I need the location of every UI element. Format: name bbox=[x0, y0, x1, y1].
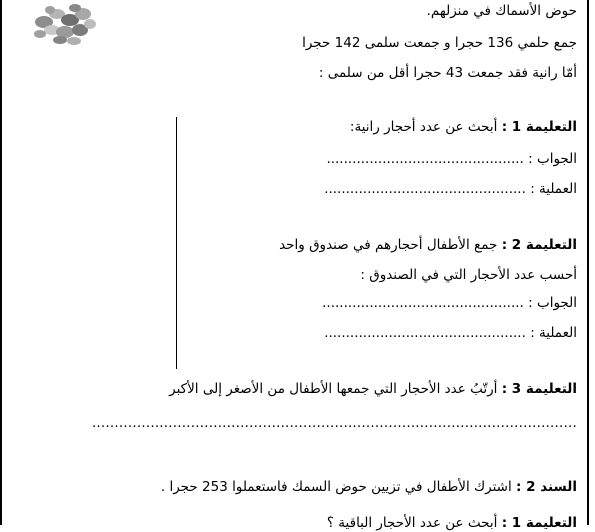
task1-label: التعليمة 1 : bbox=[501, 119, 577, 135]
task1-operation-line bbox=[324, 180, 577, 198]
task1-text: أبحث عن عدد أحجار رانية: bbox=[349, 119, 498, 135]
vertical-divider bbox=[176, 117, 177, 369]
task1-answer-line bbox=[326, 150, 577, 168]
sanad2-line bbox=[161, 478, 577, 496]
task1-answer-dots[interactable]: .............................................. bbox=[326, 151, 524, 167]
intro-line-1: حوض الأسماك في منزلهم. bbox=[426, 3, 577, 19]
task1-line bbox=[350, 118, 577, 136]
stones-image bbox=[30, 0, 98, 48]
task3-answer-dots[interactable]: ............................................................................................................ bbox=[91, 415, 577, 431]
task-next-line-partial bbox=[327, 514, 577, 532]
task3-line bbox=[169, 380, 577, 398]
task2-line bbox=[279, 236, 577, 254]
task-next-label: التعليمة 1 : bbox=[501, 515, 577, 531]
sanad2-text: اشترك الأطفال في تزيين حوض السمك فاستعملوا 253 حجرا . bbox=[160, 479, 512, 495]
task2-text: جمع الأطفال أحجارهم في صندوق واحد bbox=[279, 237, 498, 253]
task2-label: التعليمة 2 : bbox=[501, 237, 577, 253]
task2-operation-dots[interactable]: ............................................... bbox=[324, 325, 526, 341]
task3-dots-line bbox=[92, 414, 577, 432]
page-border-left bbox=[0, 0, 2, 525]
task3-text: أرتّبُ عدد الأحجار التي جمعها الأطفال من الأصغر إلى الأكبر bbox=[169, 381, 498, 397]
task2-answer-line bbox=[322, 294, 577, 312]
task1-operation-dots[interactable]: ............................................... bbox=[324, 181, 526, 197]
task2-operation-line bbox=[324, 324, 577, 342]
task2-answer-label: الجواب : bbox=[528, 295, 577, 311]
task2-operation-label: العملية : bbox=[530, 325, 577, 341]
sanad2-label: السند 2 : bbox=[516, 479, 577, 495]
intro-line-2: جمع حلمي 136 حجرا و جمعت سلمى 142 حجرا bbox=[302, 35, 577, 51]
intro-line-3: أمّا رانية فقد جمعت 43 حجرا أقل من سلمى : bbox=[318, 65, 577, 81]
page-border-right bbox=[587, 0, 589, 525]
task1-answer-label: الجواب : bbox=[528, 151, 577, 167]
task2-line-2: أحسب عدد الأحجار التي في الصندوق : bbox=[360, 267, 577, 283]
task2-answer-dots[interactable]: ............................................... bbox=[322, 295, 524, 311]
task-next-text: أبحث عن عدد الأحجار الباقية ؟ bbox=[326, 515, 498, 531]
task3-label: التعليمة 3 : bbox=[501, 381, 577, 397]
task1-operation-label: العملية : bbox=[530, 181, 577, 197]
